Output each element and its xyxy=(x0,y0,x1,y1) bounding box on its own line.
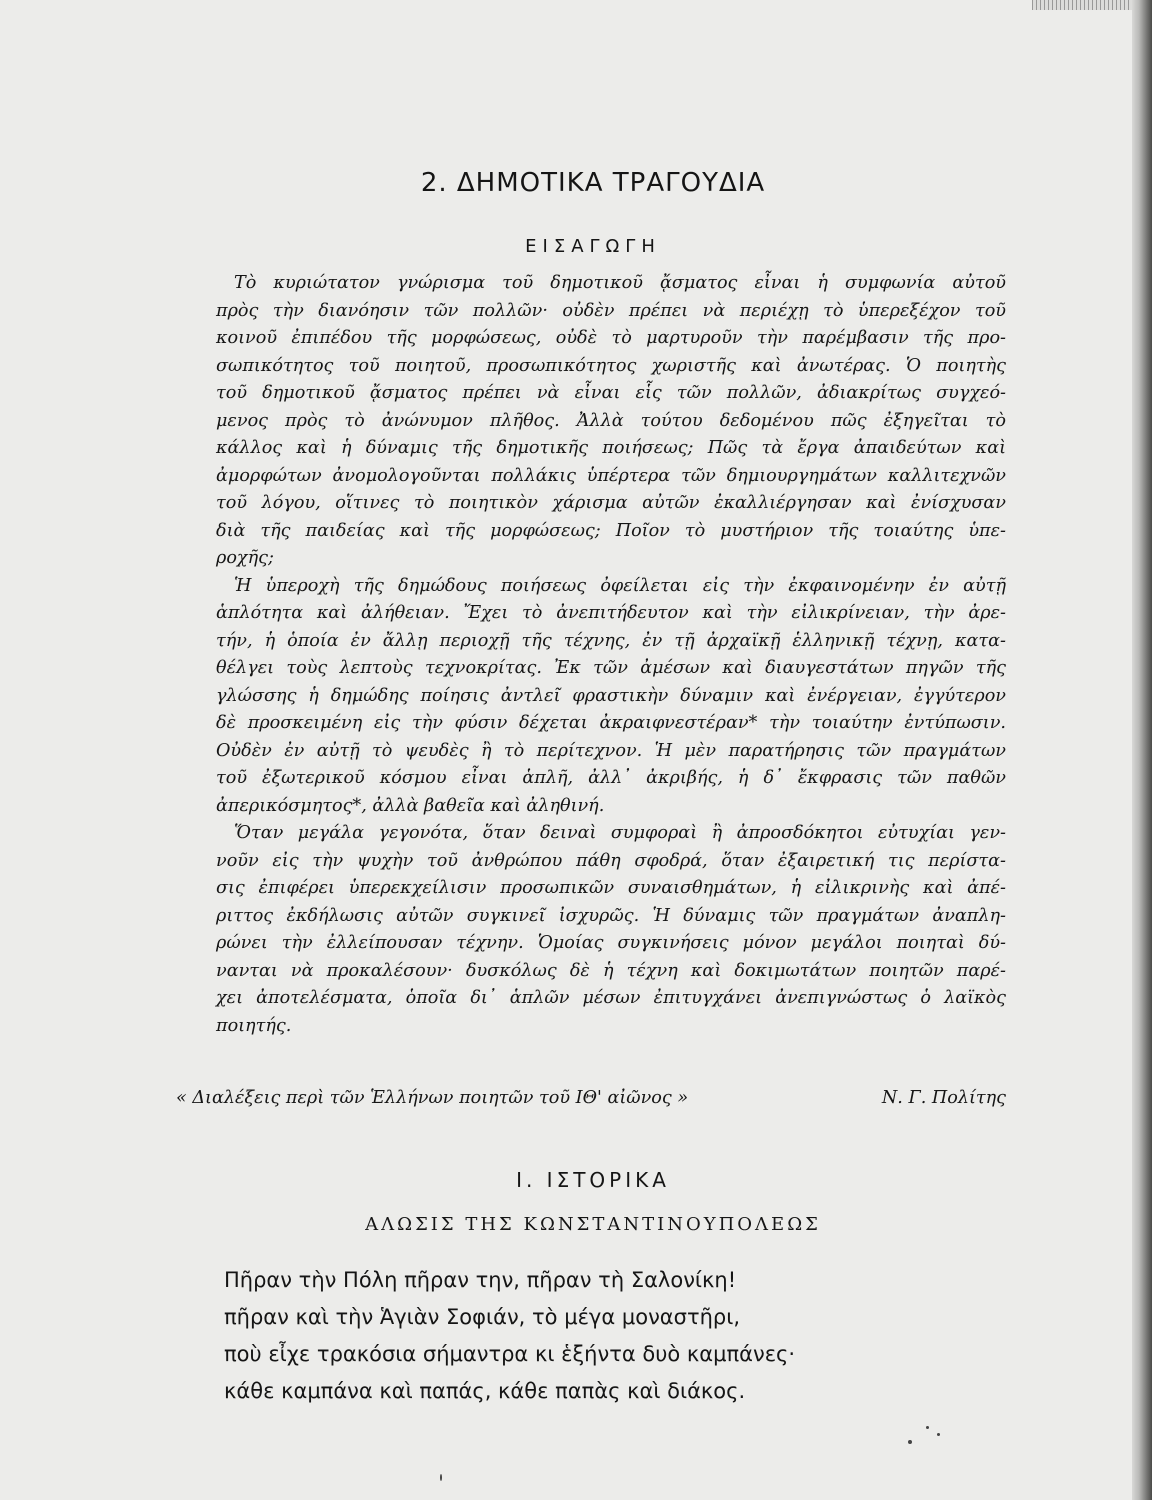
section-label: ΕΙΣΑΓΩΓΗ xyxy=(525,236,661,257)
text-line: νοῦν εἰς τὴν ψυχὴν τοῦ ἀνθρώπου πάθη σφοδρά, ὅταν ἐξαιρετική τις περίστα- xyxy=(216,850,1006,871)
text-line: ριττος ἐκδήλωσις αὐτῶν συγκινεῖ ἰσχυρῶς. Ἡ δύναμις τῶν πραγμάτων ἀναπλη- xyxy=(216,905,1006,926)
text-line: ποιητής. xyxy=(216,1015,292,1036)
poem-line: ποὺ εἶχε τρακόσια σήμαντρα κι ἑξήντα δυὸ καμπάνες· xyxy=(224,1342,796,1366)
intro-paragraph-3 xyxy=(216,820,1006,1040)
text-line: χει ἀποτελέσματα, ὁποῖα δι᾽ ἁπλῶν μέσων ἐπιτυγχάνει ἀνεπιγνώστως ὁ λαϊκὸς xyxy=(216,988,1006,1008)
text-line: πρὸς τὴν διανόησιν τῶν πολλῶν· οὐδὲν πρέπει νὰ περιέχῃ τὸ ὑπερεξέχον τοῦ xyxy=(216,300,1006,321)
text-line: τοῦ δημοτικοῦ ᾄσματος πρέπει νὰ εἶναι εἷς τῶν πολλῶν, ἀδιακρίτως συγχεό- xyxy=(216,383,1006,403)
chapter-title: 2. ΔΗΜΟΤΙΚΑ ΤΡΑΓΟΥΔΙΑ xyxy=(420,168,766,198)
poem-line: κάθε καμπάνα καὶ παπάς, κάθε παπὰς καὶ διάκος. xyxy=(224,1379,746,1403)
poem-line: Πῆραν τὴν Πόλη πῆραν την, πῆραν τὴ Σαλονίκη! xyxy=(224,1268,737,1292)
poem-text xyxy=(224,1262,1004,1410)
text-line: Τὸ κυριώτατον γνώρισμα τοῦ δημοτικοῦ ᾄσματος εἶναι ἡ συμφωνία αὐτοῦ xyxy=(234,273,1006,293)
intro-paragraph-1 xyxy=(216,270,1006,573)
text-line: δὲ προσκειμένη εἰς τὴν φύσιν δέχεται ἀκραιφνεστέραν* τὴν τοιαύτην ἐντύπωσιν. xyxy=(216,713,1006,733)
source-citation xyxy=(176,1088,1006,1118)
text-line: μενος πρὸς τὸ ἀνώνυμον πλῆθος. Ἀλλὰ τούτου δεδομένου πῶς ἐξηγεῖται τὸ xyxy=(216,410,1006,431)
text-line: γλώσσης ἡ δημώδης ποίησις ἀντλεῖ φραστικὴν δύναμιν καὶ ἐνέργειαν, ἐγγύτερον xyxy=(216,685,1006,706)
ink-speck xyxy=(926,1426,929,1429)
text-line: νανται νὰ προκαλέσουν· δυσκόλως δὲ ἡ τέχνη καὶ δοκιμωτάτων ποιητῶν παρέ- xyxy=(216,960,1006,981)
text-line: σις ἐπιφέρει ὑπερεκχείλισιν προσωπικῶν συναισθημάτων, ἡ εἰλικρινὴς καὶ ἀπέ- xyxy=(216,878,1006,898)
poem-line: πῆραν καὶ τὴν Ἁγιὰν Σοφιάν, τὸ μέγα μοναστῆρι, xyxy=(224,1305,741,1329)
subsection-title: Ι. ΙΣΤΟΡΙΚΑ xyxy=(516,1168,670,1192)
text-line: διὰ τῆς παιδείας καὶ τῆς μορφώσεως; Ποῖον τὸ μυστήριον τῆς τοιαύτης ὑπε- xyxy=(216,520,1006,541)
text-line: κάλλος καὶ ἡ δύναμις τῆς δημοτικῆς ποιήσεως; Πῶς τὰ ἔργα ἀπαιδεύτων καὶ xyxy=(216,438,1006,458)
text-line: τοῦ ἐξωτερικοῦ κόσμου εἶναι ἁπλῆ, ἀλλ᾽ ἀκριβής, ἡ δ᾽ ἔκφρασις τῶν παθῶν xyxy=(216,768,1006,788)
text-line: ροχῆς; xyxy=(216,548,274,568)
text-line: ἁπλότητα καὶ ἀλήθειαν. Ἔχει τὸ ἀνεπιτήδευτον καὶ τὴν εἰλικρίνειαν, τὴν ἀρε- xyxy=(216,603,1006,623)
ink-speck xyxy=(908,1440,912,1444)
text-line: Ὅταν μεγάλα γεγονότα, ὅταν δειναὶ συμφοραὶ ἢ ἀπροσδόκητοι εὐτυχίαι γεν- xyxy=(234,823,1006,843)
text-line: θέλγει τοὺς λεπτοὺς τεχνοκρίτας. Ἐκ τῶν ἀμέσων καὶ διαυγεστάτων πηγῶν τῆς xyxy=(216,658,1006,678)
text-line: τοῦ λόγου, οἵτινες τὸ ποιητικὸν χάρισμα αὐτῶν ἐκαλλιέργησαν καὶ ἐνίσχυσαν xyxy=(216,493,1006,513)
text-line: Οὐδὲν ἐν αὐτῇ τὸ ψευδὲς ἢ τὸ περίτεχνον. Ἡ μὲν παρατήρησις τῶν πραγμάτων xyxy=(216,740,1006,761)
text-line: κοινοῦ ἐπιπέδου τῆς μορφώσεως, οὐδὲ τὸ μαρτυροῦν τὴν παρέμβασιν τῆς προ- xyxy=(216,328,1006,348)
ink-speck xyxy=(937,1433,940,1436)
text-line: ἀμορφώτων ἀνομολογοῦνται πολλάκις ὑπέρτερα τῶν δημιουργημάτων καλλιτεχνῶν xyxy=(216,465,1006,486)
text-line: ρώνει τὴν ἐλλείπουσαν τέχνην. Ὁμοίας συγκινήσεις μόνον μεγάλοι ποιηταὶ δύ- xyxy=(216,933,1006,953)
text-line: Ἡ ὑπεροχὴ τῆς δημώδους ποιήσεως ὀφείλεται εἰς τὴν ἐκφαινομένην ἐν αὐτῇ xyxy=(234,575,1006,596)
source-work: « Διαλέξεις περὶ τῶν Ἑλλήνων ποιητῶν τοῦ ΙΘ' αἰῶνος » xyxy=(176,1088,689,1108)
intro-text xyxy=(216,270,1006,1040)
binding-edge xyxy=(1132,0,1152,1500)
intro-paragraph-2 xyxy=(216,573,1006,821)
ink-speck xyxy=(440,1474,442,1481)
poem-title: ΑΛΩΣΙΣ ΤΗΣ ΚΩΝΣΤΑΝΤΙΝΟΥΠΟΛΕΩΣ xyxy=(365,1214,821,1235)
source-author: Ν. Γ. Πολίτης xyxy=(881,1088,1006,1108)
text-line: τήν, ἡ ὁποία ἐν ἄλλῃ περιοχῇ τῆς τέχνης, ἐν τῇ ἀρχαϊκῇ ἑλληνικῇ τέχνῃ, κατα- xyxy=(216,630,1006,651)
text-line: ἀπερικόσμητος*, ἀλλὰ βαθεῖα καὶ ἀληθινή. xyxy=(216,795,605,816)
text-line: σωπικότητος τοῦ ποιητοῦ, προσωπικότητος χωριστῆς καὶ ἀνωτέρας. Ὁ ποιητὴς xyxy=(216,355,1006,376)
